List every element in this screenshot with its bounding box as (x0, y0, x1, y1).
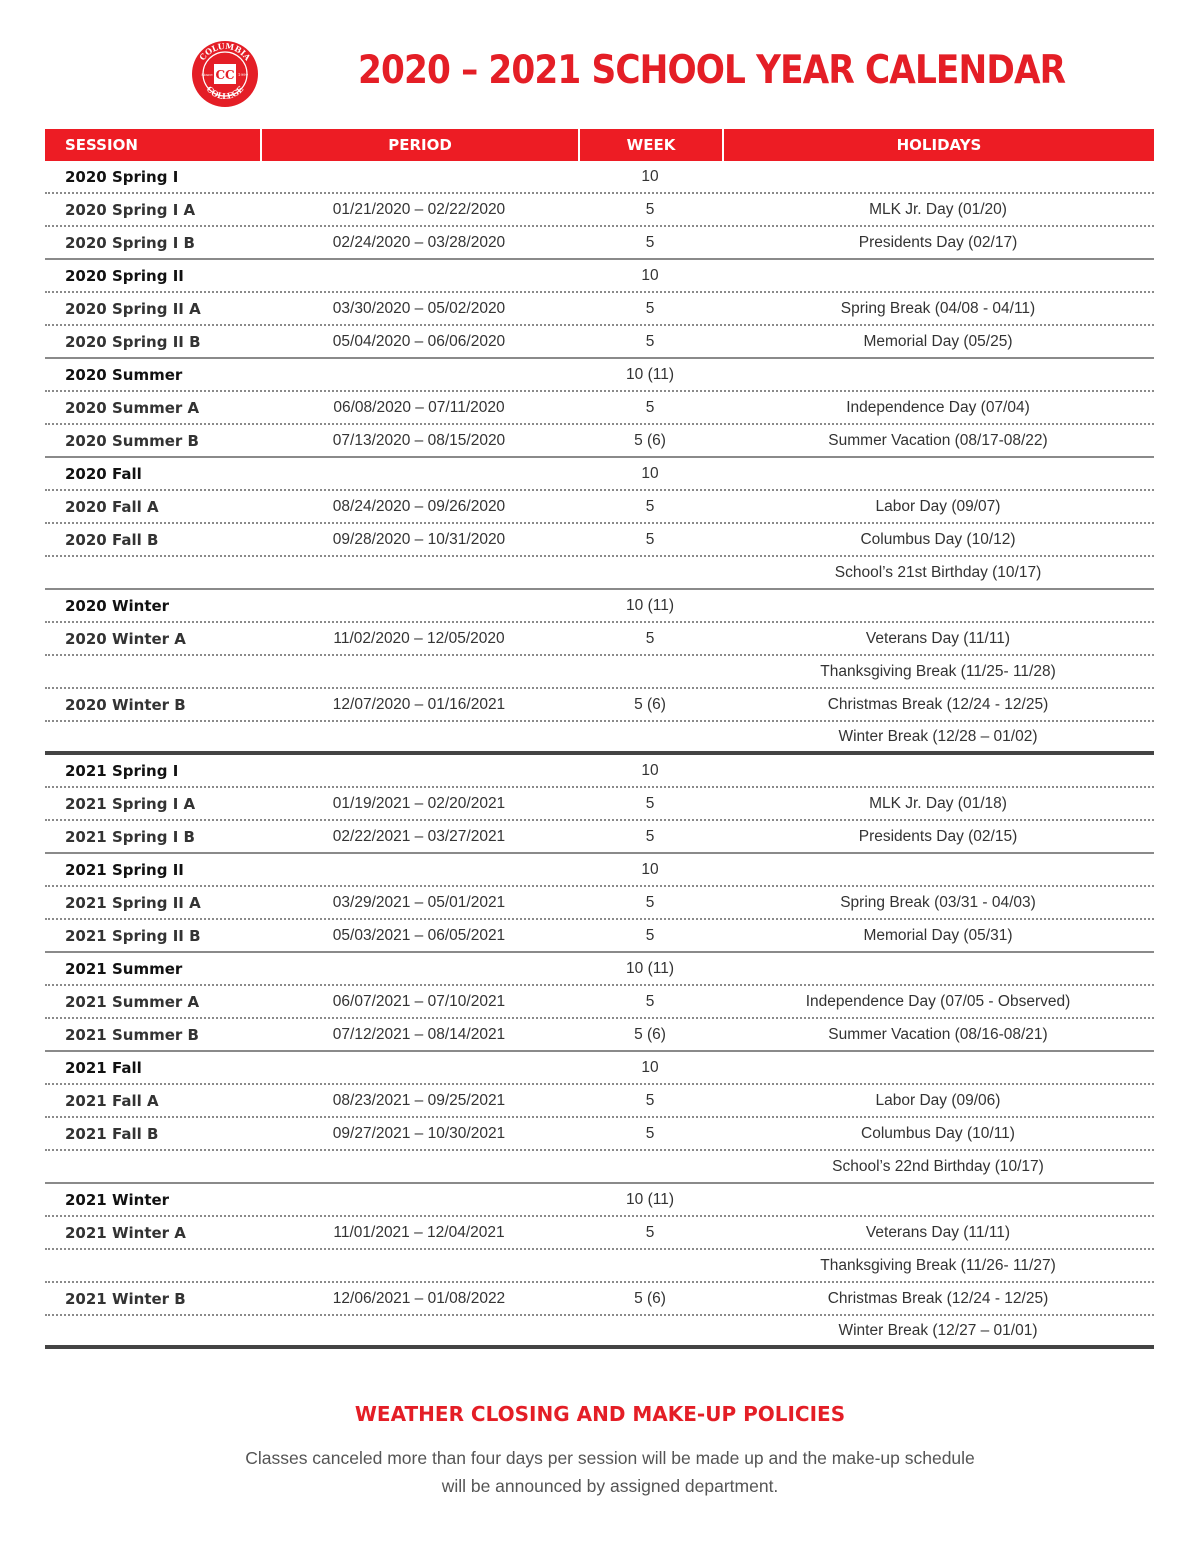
week-cell: 5 (645, 992, 655, 1010)
table-row (45, 425, 1154, 458)
week-cell: 10 (641, 860, 659, 878)
policy-title: WEATHER CLOSING AND MAKE-UP POLICIES (354, 1402, 846, 1426)
logo-monogram: CC (215, 68, 235, 82)
table-body (45, 161, 1154, 1349)
session-cell: 2020 Summer A (65, 398, 200, 417)
week-cell: 5 (645, 794, 655, 812)
session-cell: 2021 Fall (65, 1058, 142, 1077)
week-cell: 10 (11) (626, 596, 674, 614)
header-session: SESSION (65, 136, 138, 154)
logo-text-bottom: COLLEGE (204, 83, 246, 102)
period-cell: 01/21/2020 – 02/22/2020 (332, 200, 506, 218)
header-period: PERIOD (260, 129, 578, 161)
session-cell: 2021 Winter A (65, 1223, 186, 1242)
header-week: WEEK (578, 129, 722, 161)
week-cell: 10 (641, 266, 659, 284)
table-row (45, 590, 1154, 623)
table-row (45, 359, 1154, 392)
holiday-cell: Veterans Day (11/11) (865, 1223, 1011, 1241)
holiday-cell: Christmas Break (12/24 - 12/25) (827, 695, 1049, 713)
table-row (45, 293, 1154, 326)
period-cell: 12/06/2021 – 01/08/2022 (332, 1289, 506, 1307)
week-cell: 10 (641, 761, 659, 779)
week-cell: 5 (645, 1223, 655, 1241)
session-cell: 2020 Spring I (65, 167, 179, 186)
table-row (45, 1217, 1154, 1250)
week-cell: 5 (645, 200, 655, 218)
table-row (45, 854, 1154, 887)
period-cell: 09/28/2020 – 10/31/2020 (332, 530, 506, 548)
table-row (45, 1052, 1154, 1085)
holiday-cell: Summer Vacation (08/16-08/21) (828, 1025, 1048, 1043)
table-row (45, 227, 1154, 260)
holiday-cell: Columbus Day (10/11) (861, 1124, 1015, 1142)
week-cell: 5 (645, 497, 655, 515)
session-cell: 2021 Spring I A (65, 794, 196, 813)
week-cell: 10 (641, 1058, 659, 1076)
holiday-cell: MLK Jr. Day (01/18) (869, 794, 1007, 812)
table-row (45, 755, 1154, 788)
period-cell: 02/22/2021 – 03/27/2021 (332, 827, 506, 845)
table-row (45, 821, 1154, 854)
session-cell: 2020 Winter (65, 596, 170, 615)
table-row (45, 722, 1154, 755)
session-cell: 2021 Spring I B (65, 827, 195, 846)
week-cell: 5 (645, 629, 655, 647)
session-cell: 2021 Spring I (65, 761, 179, 780)
session-cell: 2021 Fall A (65, 1091, 159, 1110)
session-cell: 2020 Winter B (65, 695, 186, 714)
holiday-cell: Memorial Day (05/25) (863, 332, 1013, 350)
period-cell: 05/04/2020 – 06/06/2020 (332, 332, 506, 350)
holiday-cell: Veterans Day (11/11) (865, 629, 1011, 647)
table-row (45, 557, 1154, 590)
period-cell: 08/23/2021 – 09/25/2021 (332, 1091, 506, 1109)
week-cell: 10 (641, 464, 659, 482)
holiday-cell: Spring Break (03/31 - 04/03) (840, 893, 1036, 911)
holiday-cell: Summer Vacation (08/17-08/22) (828, 431, 1048, 449)
period-cell: 02/24/2020 – 03/28/2020 (332, 233, 506, 251)
session-cell: 2020 Spring I A (65, 200, 196, 219)
session-cell: 2020 Summer B (65, 431, 199, 450)
week-cell: 10 (11) (626, 959, 674, 977)
period-cell: 07/12/2021 – 08/14/2021 (332, 1025, 506, 1043)
holiday-cell: MLK Jr. Day (01/20) (869, 200, 1007, 218)
session-cell: 2020 Spring II B (65, 332, 201, 351)
period-cell: 06/08/2020 – 07/11/2020 (333, 398, 505, 416)
header-holidays: HOLIDAYS (722, 129, 1154, 161)
page-title: 2020 – 2021 SCHOOL YEAR CALENDAR (358, 48, 1066, 93)
session-cell: 2021 Spring II (65, 860, 184, 879)
session-cell: 2021 Winter (65, 1190, 170, 1209)
period-cell: 11/01/2021 – 12/04/2021 (333, 1223, 505, 1241)
table-row (45, 326, 1154, 359)
session-cell: 2020 Fall A (65, 497, 159, 516)
week-cell: 5 (6) (634, 695, 666, 713)
period-cell: 03/30/2020 – 05/02/2020 (332, 299, 506, 317)
holiday-cell: Memorial Day (05/31) (863, 926, 1013, 944)
holiday-cell: Christmas Break (12/24 - 12/25) (827, 1289, 1049, 1307)
session-cell: 2020 Spring II (65, 266, 184, 285)
week-cell: 5 (645, 827, 655, 845)
period-cell: 11/02/2020 – 12/05/2020 (333, 629, 505, 647)
table-row (45, 524, 1154, 557)
table-row (45, 887, 1154, 920)
week-cell: 5 (6) (634, 1289, 666, 1307)
week-cell: 5 (645, 530, 655, 548)
period-cell: 01/19/2021 – 02/20/2021 (332, 794, 506, 812)
session-cell: 2020 Spring I B (65, 233, 195, 252)
period-cell: 09/27/2021 – 10/30/2021 (332, 1124, 506, 1142)
week-cell: 5 (645, 1091, 655, 1109)
week-cell: 5 (645, 332, 655, 350)
table-row (45, 1283, 1154, 1316)
holiday-cell: Presidents Day (02/17) (858, 233, 1018, 251)
week-cell: 5 (645, 299, 655, 317)
week-cell: 5 (645, 1124, 655, 1142)
period-cell: 12/07/2020 – 01/16/2021 (332, 695, 506, 713)
table-row (45, 1085, 1154, 1118)
session-cell: 2021 Winter B (65, 1289, 186, 1308)
session-cell: 2021 Summer A (65, 992, 200, 1011)
table-row (45, 1151, 1154, 1184)
table-row (45, 1184, 1154, 1217)
period-cell: 03/29/2021 – 05/01/2021 (332, 893, 506, 911)
week-cell: 5 (645, 233, 655, 251)
table-row (45, 986, 1154, 1019)
holiday-cell: Labor Day (09/07) (875, 497, 1001, 515)
holiday-cell: School’s 21st Birthday (10/17) (834, 563, 1042, 581)
holiday-cell: Spring Break (04/08 - 04/11) (840, 299, 1036, 317)
period-cell: 05/03/2021 – 06/05/2021 (332, 926, 506, 944)
table-row (45, 260, 1154, 293)
session-cell: 2021 Fall B (65, 1124, 159, 1143)
session-cell: 2021 Spring II A (65, 893, 201, 912)
columbia-college-logo (191, 40, 259, 108)
holiday-cell: Independence Day (07/04) (846, 398, 1030, 416)
table-row (45, 1118, 1154, 1151)
session-cell: 2021 Summer (65, 959, 183, 978)
holiday-cell: Presidents Day (02/15) (858, 827, 1018, 845)
calendar-table (45, 129, 1154, 1349)
table-row (45, 920, 1154, 953)
holiday-cell: Labor Day (09/06) (875, 1091, 1001, 1109)
session-cell: 2020 Fall B (65, 530, 159, 549)
holiday-cell: School’s 22nd Birthday (10/17) (832, 1157, 1044, 1175)
session-cell: 2021 Summer B (65, 1025, 199, 1044)
table-row (45, 392, 1154, 425)
logo-text-top: COLUMBIA (197, 40, 253, 63)
table-row (45, 1019, 1154, 1052)
table-row (45, 161, 1154, 194)
holiday-cell: Independence Day (07/05 - Observed) (805, 992, 1071, 1010)
week-cell: 5 (645, 926, 655, 944)
table-header (45, 129, 1154, 161)
period-cell: 08/24/2020 – 09/26/2020 (332, 497, 506, 515)
logo-year: 1999 (237, 72, 249, 77)
session-cell: 2020 Fall (65, 464, 142, 483)
week-cell: 5 (6) (634, 431, 666, 449)
policy-text: Classes canceled more than four days per session will be made up and the make-up schedule will be announced by assigned department. (245, 1448, 975, 1496)
period-cell: 07/13/2020 – 08/15/2020 (332, 431, 506, 449)
week-cell: 5 (645, 893, 655, 911)
table-row (45, 788, 1154, 821)
table-row (45, 458, 1154, 491)
period-cell: 06/07/2021 – 07/10/2021 (332, 992, 506, 1010)
session-cell: 2020 Spring II A (65, 299, 201, 318)
session-cell: 2021 Spring II B (65, 926, 201, 945)
table-row (45, 1316, 1154, 1349)
holiday-cell: Thanksgiving Break (11/25- 11/28) (820, 662, 1056, 680)
holiday-cell: Winter Break (12/28 – 01/02) (838, 727, 1038, 745)
holiday-cell: Winter Break (12/27 – 01/01) (838, 1321, 1038, 1339)
week-cell: 10 (11) (626, 365, 674, 383)
table-row (45, 953, 1154, 986)
session-cell: 2020 Winter A (65, 629, 186, 648)
holiday-cell: Columbus Day (10/12) (860, 530, 1016, 548)
week-cell: 5 (645, 398, 655, 416)
holiday-cell: Thanksgiving Break (11/26- 11/27) (820, 1256, 1056, 1274)
table-row (45, 623, 1154, 656)
week-cell: 10 (11) (626, 1190, 674, 1208)
table-row (45, 656, 1154, 689)
week-cell: 10 (641, 167, 659, 185)
week-cell: 5 (6) (634, 1025, 666, 1043)
table-row (45, 194, 1154, 227)
table-row (45, 491, 1154, 524)
table-row (45, 689, 1154, 722)
table-row (45, 1250, 1154, 1283)
logo-since: Since (201, 72, 213, 77)
session-cell: 2020 Summer (65, 365, 183, 384)
